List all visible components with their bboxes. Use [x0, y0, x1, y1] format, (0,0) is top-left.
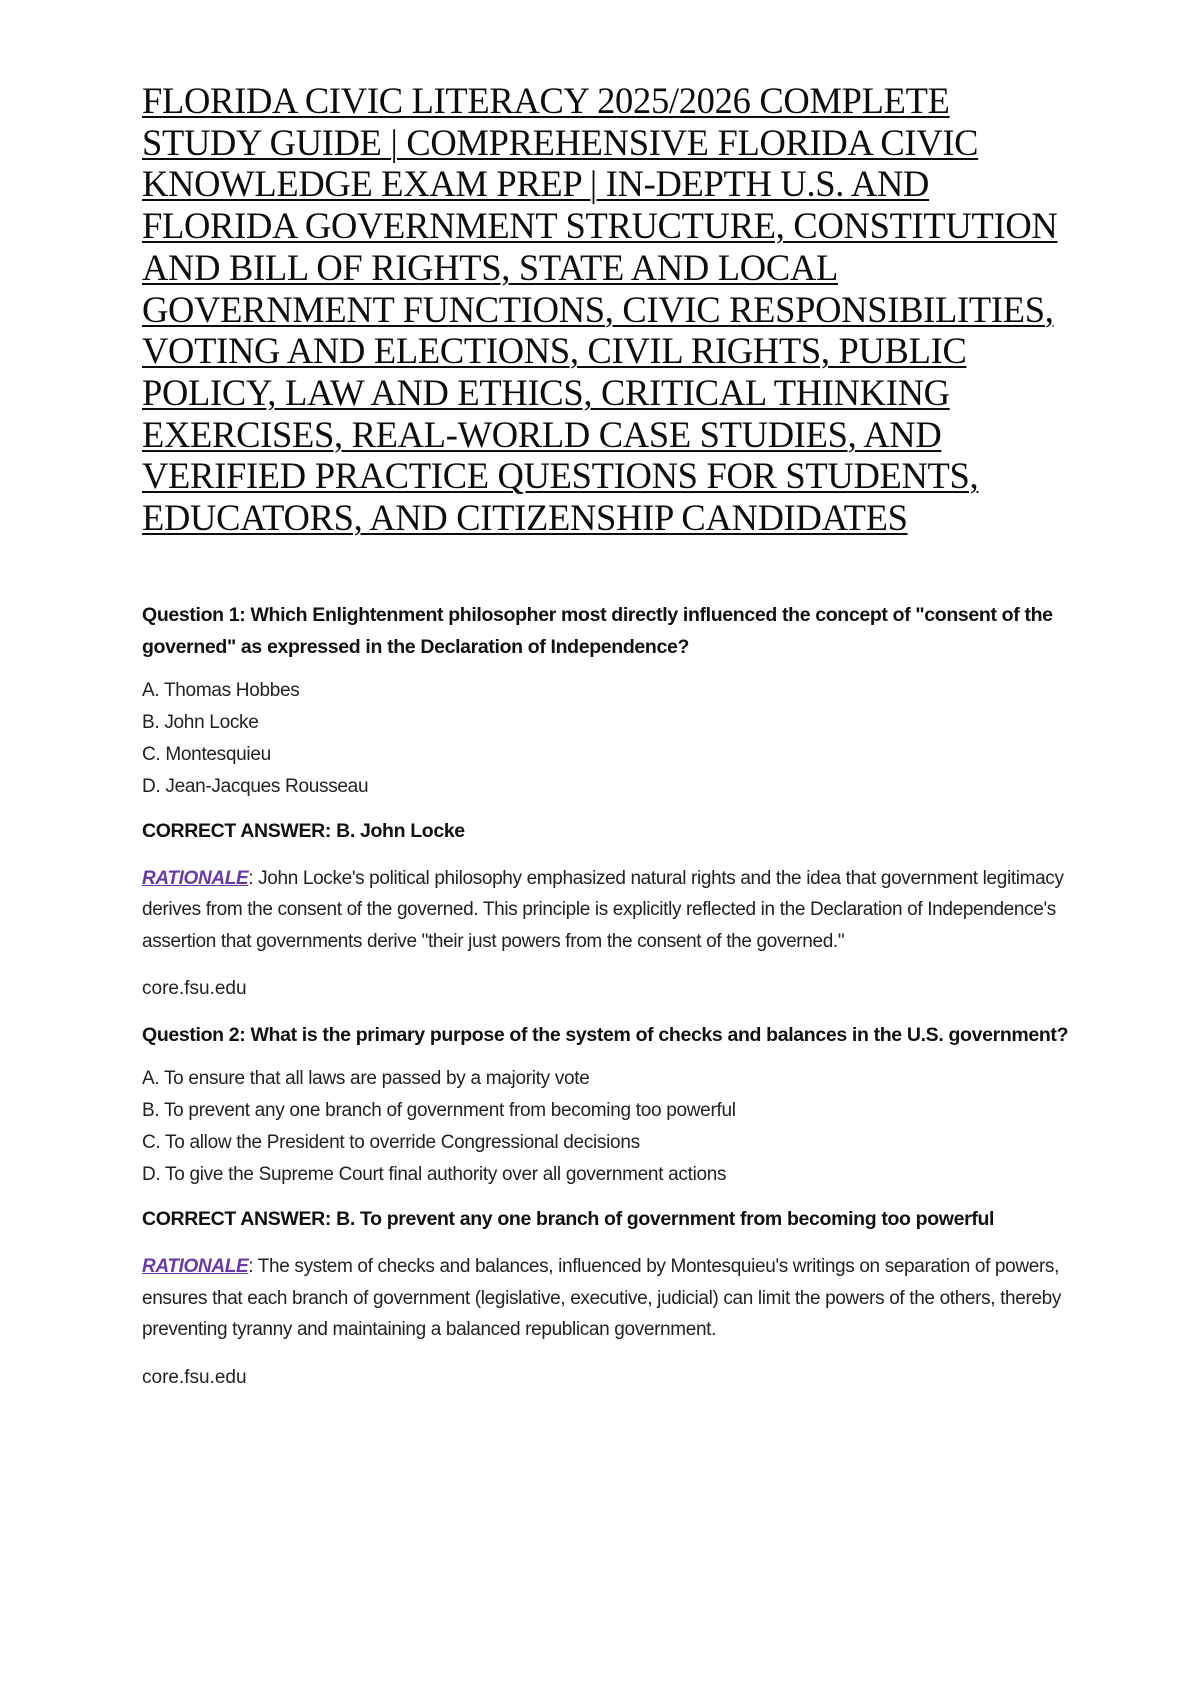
- source-citation: core.fsu.edu: [142, 1366, 247, 1388]
- option-c: C. Montesquieu: [142, 743, 271, 765]
- correct-answer: CORRECT ANSWER: B. To prevent any one branch of government from becoming too powerful: [142, 1208, 995, 1231]
- option-c: C. To allow the President to override Congressional decisions: [142, 1132, 640, 1154]
- document-title: FLORIDA CIVIC LITERACY 2025/2026 COMPLETE STUDY GUIDE | COMPREHENSIVE FLORIDA CIVIC KNOWLEDGE EXAM PREP | IN-DEPTH U.S. AND FLORIDA GOVERNMENT STRUCTURE, CONSTITUTION AND BILL OF RIGHTS, STATE AND LOCAL GOVERNMENT FUNCTIONS, CIVIC RESPONSIBILITIES, VOTING AND ELECTIONS, CIVIL RIGHTS, PUBLIC POLICY, LAW AND ETHICS, CRITICAL THINKING EXERCISES, REAL-WORLD CASE STUDIES, AND VERIFIED PRACTICE QUESTIONS FOR STUDENTS, EDUCATORS, AND CITIZENSHIP CANDIDATES: [142, 80, 1058, 539]
- option-d: D. To give the Supreme Court final authority over all government actions: [142, 1164, 727, 1186]
- question-block-1: [142, 599, 1072, 1006]
- correct-answer: CORRECT ANSWER: B. John Locke: [142, 819, 465, 842]
- option-b: B. To prevent any one branch of government from becoming too powerful: [142, 1100, 736, 1122]
- option-d: D. Jean-Jacques Rousseau: [142, 775, 369, 797]
- option-a: A. Thomas Hobbes: [142, 679, 300, 701]
- question-text: Question 1: Which Enlightenment philosopher most directly influenced the concept of "consent of the governed" as expressed in the Declaration of Independence?: [142, 603, 1053, 658]
- rationale-label: RATIONALE: [142, 1256, 249, 1278]
- option-b: B. John Locke: [142, 711, 259, 733]
- rationale: [142, 863, 1072, 958]
- rationale: [142, 1251, 1072, 1346]
- rationale-text: : John Locke's political philosophy emphasized natural rights and the idea that government legitimacy derives from the consent of the governed. This principle is explicitly reflected in the Declaration of Independence's assertion that governments derive "their just powers from the consent of the governed.": [142, 867, 1064, 952]
- source-citation: core.fsu.edu: [142, 978, 247, 1000]
- option-a: A. To ensure that all laws are passed by a majority vote: [142, 1068, 590, 1090]
- document-page: [142, 80, 1072, 1394]
- question-block-2: [142, 1019, 1072, 1394]
- options-list: [142, 675, 1072, 803]
- rationale-text: : The system of checks and balances, influenced by Montesquieu's writings on separation of powers, ensures that each branch of government (legislative, executive, judicial) can limit the powers of the others, thereby preventing tyranny and maintaining a balanced republican government.: [142, 1256, 1062, 1341]
- question-text: Question 2: What is the primary purpose of the system of checks and balances in the U.S. government?: [142, 1024, 1069, 1047]
- rationale-label: RATIONALE: [142, 867, 249, 889]
- options-list: [142, 1063, 1072, 1191]
